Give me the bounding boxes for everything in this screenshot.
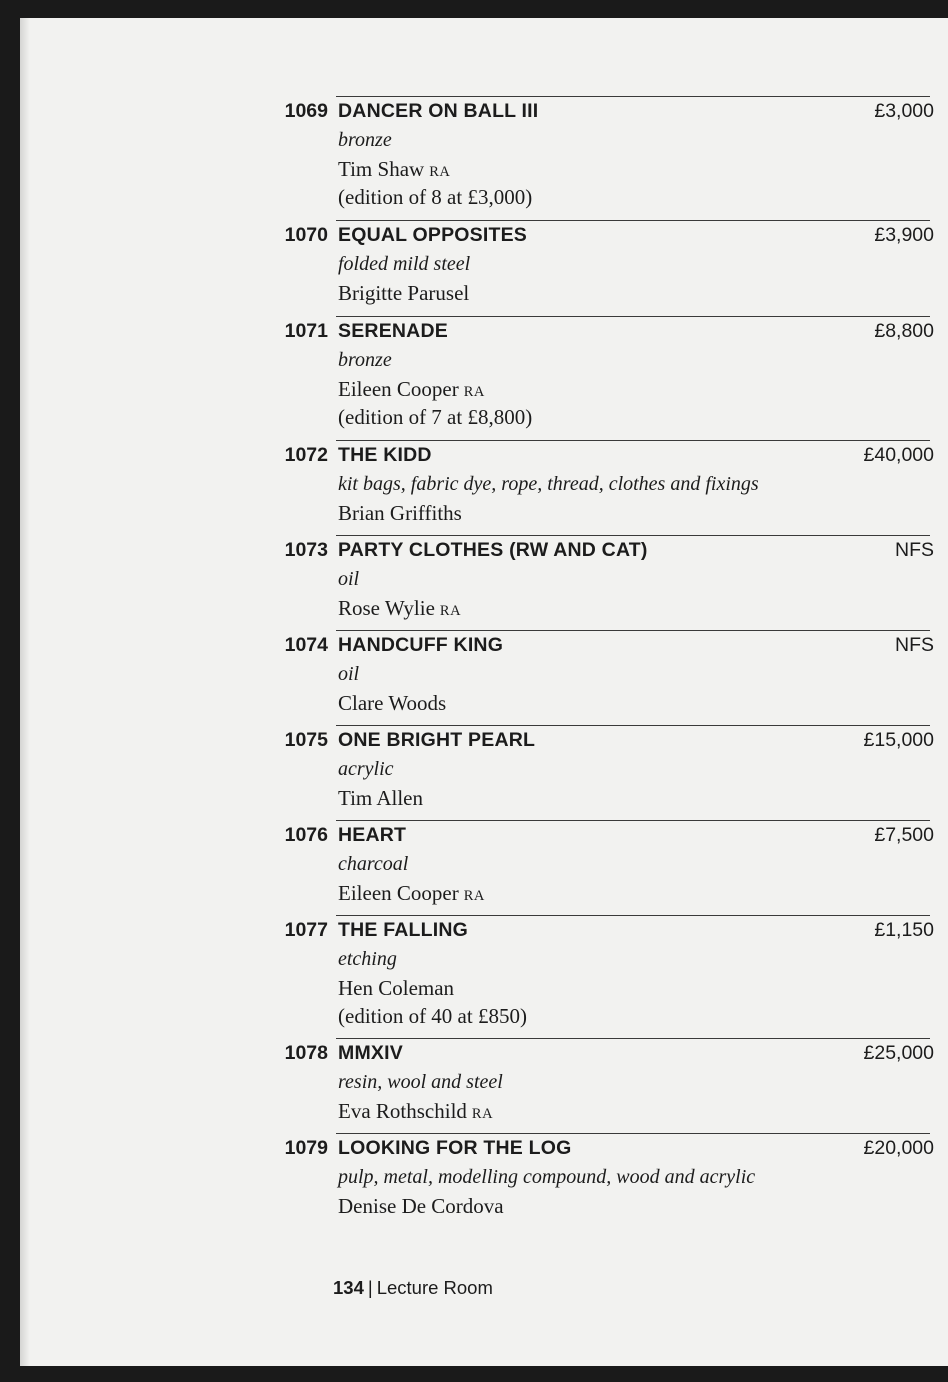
entry-divider	[336, 1038, 930, 1039]
lot-number: 1073	[284, 539, 328, 561]
artwork-medium: etching	[338, 948, 397, 970]
artwork-title: DANCER ON BALL III	[338, 100, 539, 122]
edition-info: (edition of 7 at £8,800)	[338, 405, 533, 429]
artist-name	[338, 501, 467, 526]
artwork-title: THE KIDD	[338, 444, 432, 466]
entry-divider	[336, 630, 930, 631]
artwork-medium: bronze	[338, 349, 392, 371]
entry-divider	[336, 220, 930, 221]
artist-name-text: Eva Rothschild	[338, 1099, 467, 1123]
artist-name-text: Rose Wylie	[338, 596, 435, 620]
artwork-title: SERENADE	[338, 320, 448, 342]
entry-divider	[336, 820, 930, 821]
artist-name	[338, 691, 451, 716]
entry-divider	[336, 915, 930, 916]
artwork-price: £25,000	[863, 1042, 934, 1064]
artist-name	[338, 786, 428, 811]
artist-name-text: Brian Griffiths	[338, 501, 462, 525]
artwork-medium: oil	[338, 568, 360, 590]
entry-divider	[336, 96, 930, 97]
entry-divider	[336, 725, 930, 726]
artist-name	[338, 881, 485, 906]
page-gutter-shadow	[20, 18, 30, 1366]
artwork-price: £1,150	[874, 919, 934, 941]
lot-number: 1078	[284, 1042, 328, 1064]
artist-suffix: RA	[463, 384, 485, 400]
artist-name-text: Hen Coleman	[338, 976, 455, 1000]
lot-number: 1069	[284, 100, 328, 122]
artwork-medium: kit bags, fabric dye, rope, thread, clothes and fixings	[338, 473, 759, 495]
artist-name	[338, 976, 459, 1001]
artist-name-text: Eileen Cooper	[338, 881, 459, 905]
footer-separator: |	[367, 1277, 373, 1298]
artwork-medium: charcoal	[338, 853, 409, 875]
lot-number: 1079	[284, 1137, 328, 1159]
artist-name	[338, 377, 485, 402]
artwork-title: MMXIV	[338, 1042, 403, 1064]
entry-divider	[336, 440, 930, 441]
lot-number: 1072	[284, 444, 328, 466]
artwork-medium: bronze	[338, 129, 392, 151]
artwork-medium: resin, wool and steel	[338, 1071, 503, 1093]
artwork-title: THE FALLING	[338, 919, 469, 941]
lot-number: 1075	[284, 729, 328, 751]
lot-number: 1071	[284, 320, 328, 342]
artist-name	[338, 281, 474, 306]
artist-name-text: Tim Shaw	[338, 157, 425, 181]
artwork-medium: pulp, metal, modelling compound, wood and acrylic	[338, 1166, 756, 1188]
artwork-price: NFS	[895, 634, 934, 656]
artwork-price: £7,500	[874, 824, 934, 846]
artwork-price: £20,000	[863, 1137, 934, 1159]
artist-name-text: Denise De Cordova	[338, 1194, 504, 1218]
artist-name	[338, 157, 450, 182]
lot-number: 1074	[284, 634, 328, 656]
artwork-medium: folded mild steel	[338, 253, 471, 275]
artwork-title: ONE BRIGHT PEARL	[338, 729, 536, 751]
artwork-title: PARTY CLOTHES (RW AND CAT)	[338, 539, 648, 561]
artist-suffix: RA	[463, 888, 485, 904]
artwork-medium: oil	[338, 663, 360, 685]
artist-suffix: RA	[439, 603, 462, 619]
page-footer	[333, 1277, 493, 1299]
artist-name-text: Clare Woods	[338, 691, 447, 715]
lot-number: 1076	[284, 824, 328, 846]
artist-name	[338, 596, 461, 621]
artist-suffix: RA	[429, 164, 451, 180]
edition-info: (edition of 40 at £850)	[338, 1004, 527, 1028]
catalogue-page	[20, 18, 948, 1366]
artist-name	[338, 1099, 493, 1124]
edition-info: (edition of 8 at £3,000)	[338, 185, 533, 209]
artwork-title: LOOKING FOR THE LOG	[338, 1137, 572, 1159]
artist-name-text: Tim Allen	[338, 786, 424, 810]
artwork-price: £40,000	[863, 444, 934, 466]
lot-number: 1077	[284, 919, 328, 941]
artist-suffix: RA	[471, 1106, 494, 1122]
artwork-price: £8,800	[874, 320, 934, 342]
lot-number: 1070	[284, 224, 328, 246]
entry-divider	[336, 1133, 930, 1134]
section-name: Lecture Room	[376, 1277, 493, 1298]
page-number: 134	[333, 1277, 364, 1298]
artwork-price: £3,900	[874, 224, 934, 246]
artist-name-text: Brigitte Parusel	[338, 281, 470, 305]
entry-divider	[336, 316, 930, 317]
artist-name-text: Eileen Cooper	[338, 377, 459, 401]
artwork-medium: acrylic	[338, 758, 394, 780]
artwork-price: £15,000	[863, 729, 934, 751]
entry-divider	[336, 535, 930, 536]
artwork-title: EQUAL OPPOSITES	[338, 224, 528, 246]
artwork-title: HANDCUFF KING	[338, 634, 504, 656]
artwork-price: NFS	[895, 539, 934, 561]
artwork-title: HEART	[338, 824, 407, 846]
artist-name	[338, 1194, 509, 1219]
artwork-price: £3,000	[874, 100, 934, 122]
